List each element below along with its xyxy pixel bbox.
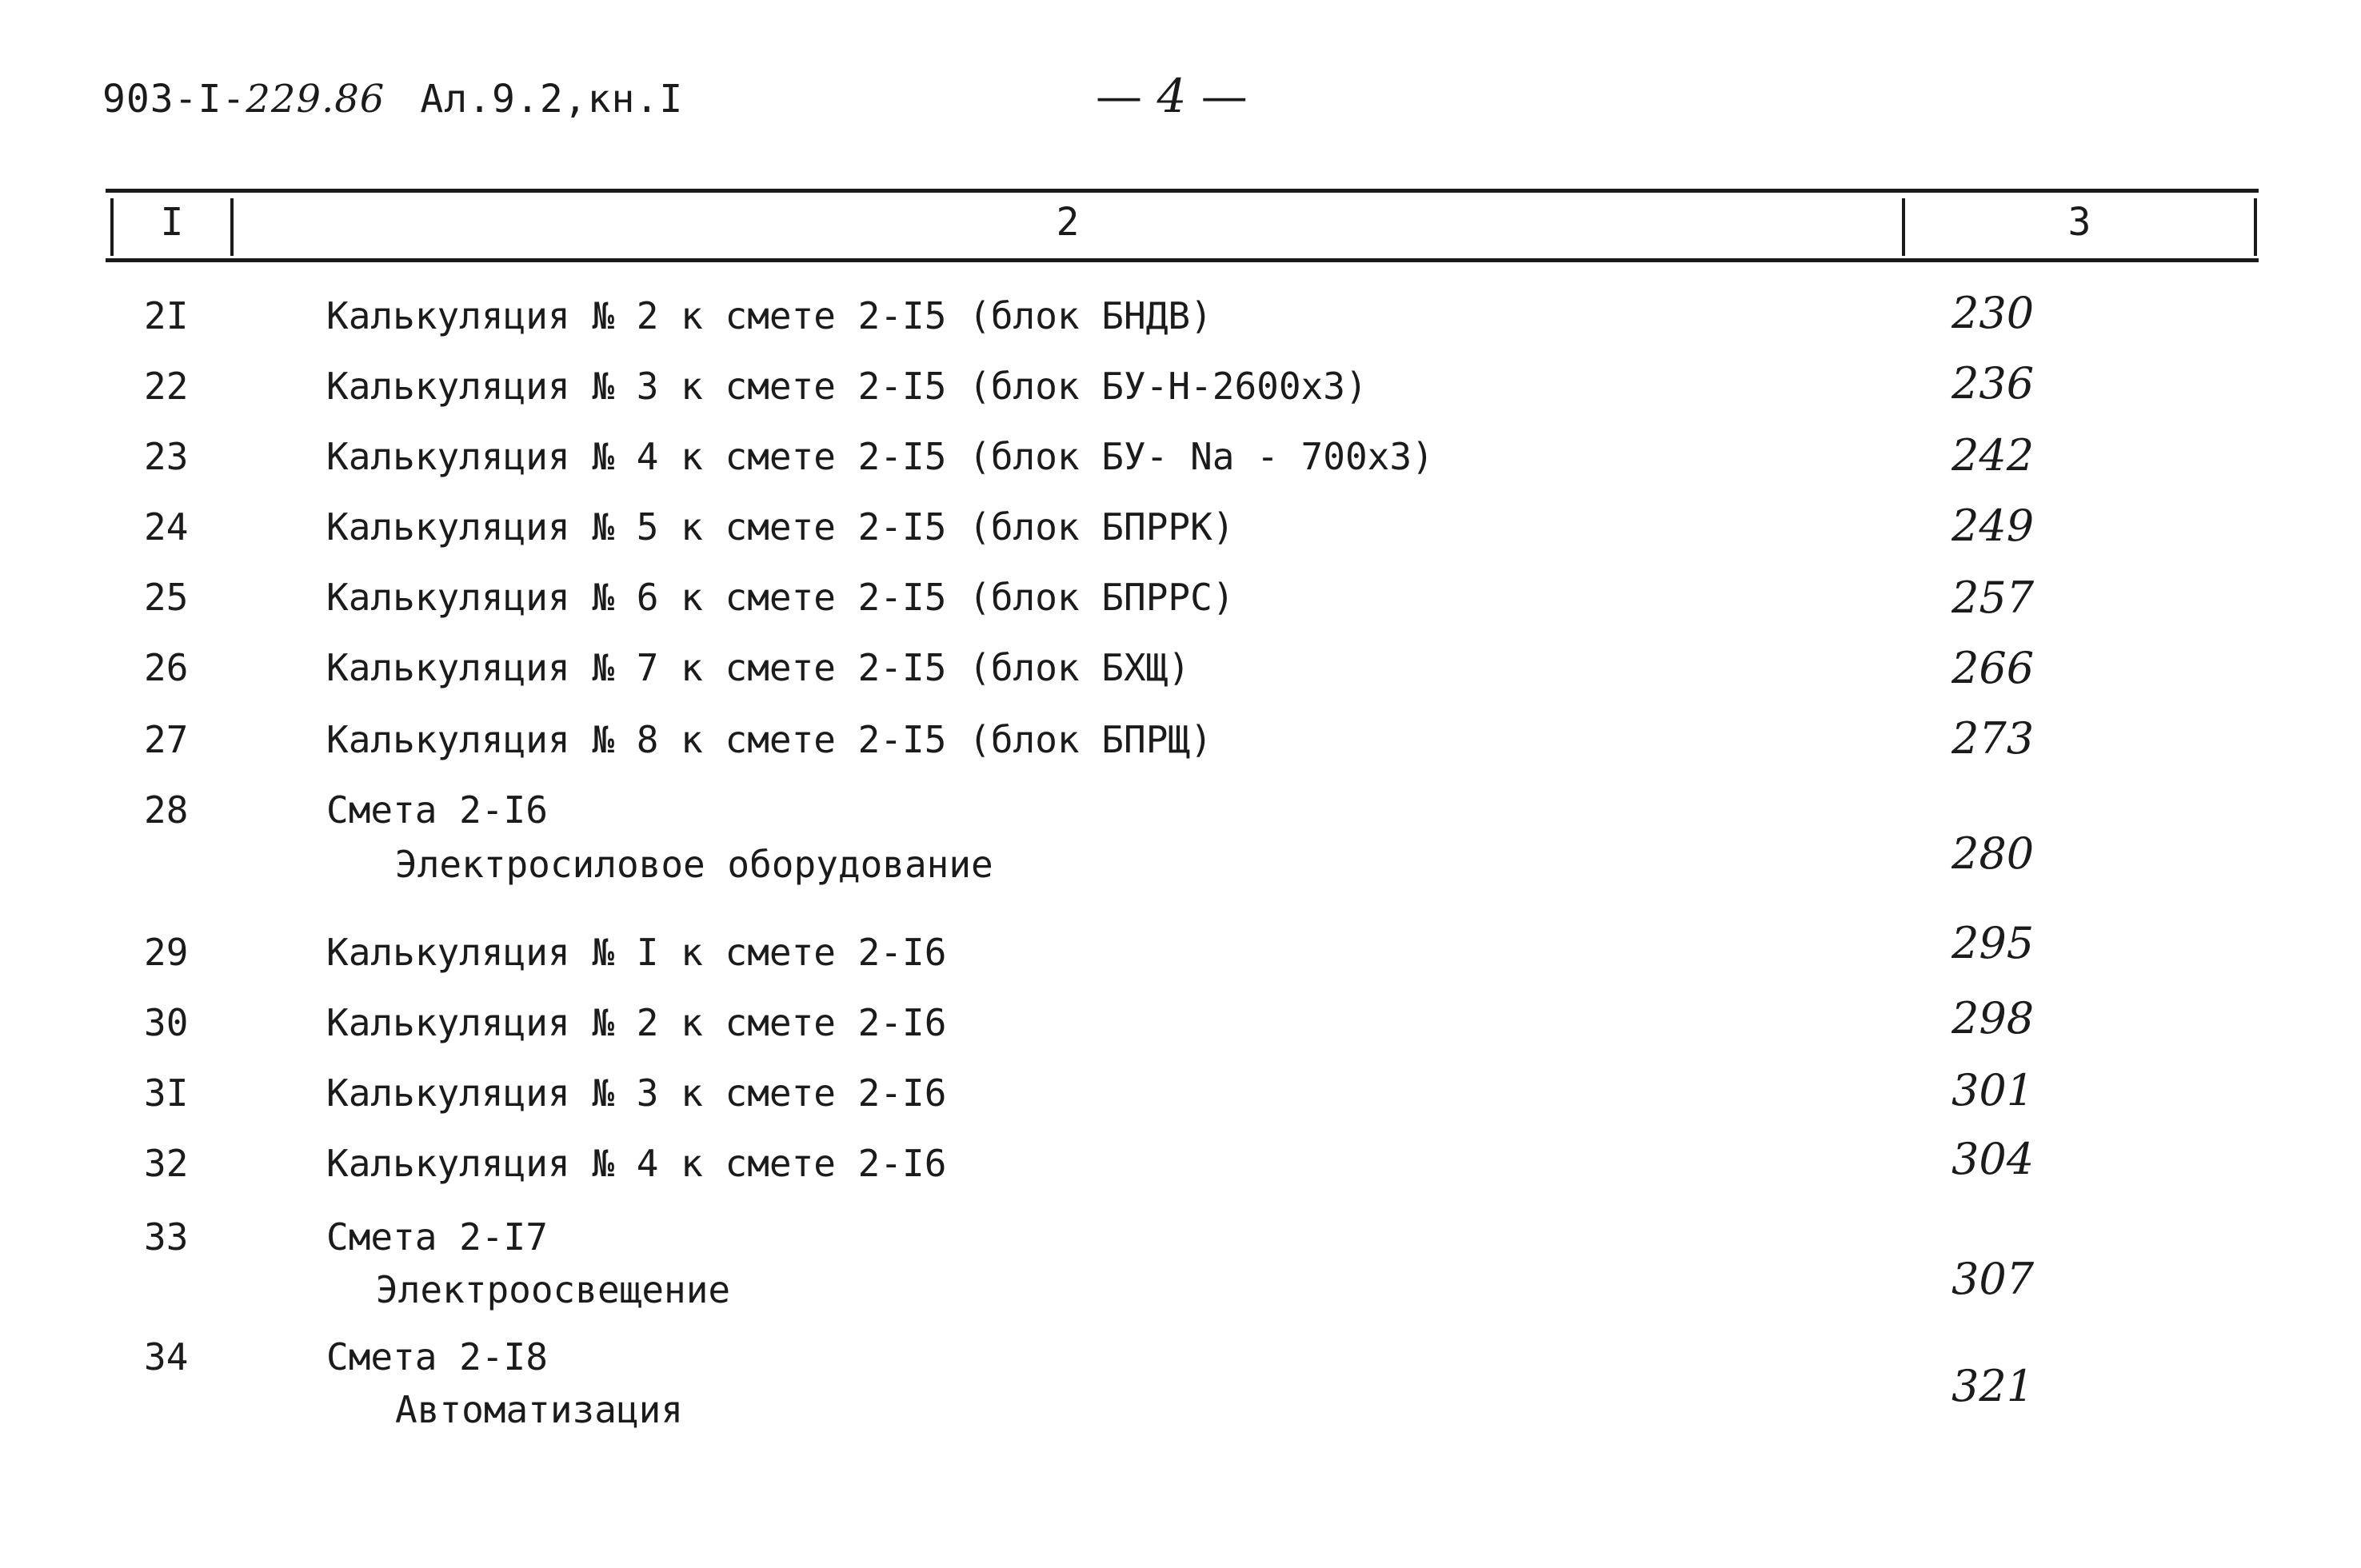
row-page: 249 bbox=[1952, 501, 2035, 551]
table-border-right bbox=[2254, 198, 2257, 256]
row-number: 33 bbox=[144, 1215, 189, 1259]
row-title: Калькуляция № 8 к смете 2-I5 (блок БПРЩ) bbox=[326, 718, 1212, 761]
row-number: 3I bbox=[144, 1071, 189, 1115]
page-number-dash-left: — bbox=[1096, 69, 1157, 123]
row-number: 30 bbox=[144, 1001, 189, 1044]
row-title: Смета 2-I7 bbox=[326, 1215, 548, 1259]
page-number bbox=[1096, 69, 1248, 123]
row-title: Калькуляция № 7 к смете 2-I5 (блок БХЩ) bbox=[326, 646, 1191, 689]
row-number: 24 bbox=[144, 505, 189, 549]
row-page: 295 bbox=[1952, 918, 2035, 968]
row-page: 273 bbox=[1952, 713, 2035, 764]
row-page: 304 bbox=[1952, 1134, 2035, 1184]
page-number-dash-right: — bbox=[1186, 69, 1248, 123]
row-title: Калькуляция № I к смете 2-I6 bbox=[326, 931, 947, 974]
album-reference: Ал.9.2,кн.I bbox=[420, 77, 684, 122]
row-number: 29 bbox=[144, 931, 189, 974]
row-title: Калькуляция № 2 к смете 2-I6 bbox=[326, 1001, 947, 1044]
row-title: Смета 2-I8 bbox=[326, 1335, 548, 1378]
row-number: 25 bbox=[144, 576, 189, 619]
row-page: 321 bbox=[1952, 1361, 2035, 1411]
row-title: Калькуляция № 6 к смете 2-I5 (блок БПРРС) bbox=[326, 576, 1235, 619]
column-header-1: I bbox=[160, 200, 184, 245]
column-header-2: 2 bbox=[1056, 200, 1080, 245]
row-page: 230 bbox=[1952, 288, 2035, 338]
row-number: 26 bbox=[144, 646, 189, 689]
row-page: 236 bbox=[1952, 358, 2035, 409]
row-number: 2I bbox=[144, 294, 189, 337]
row-subtitle: Электросиловое оборудование bbox=[395, 843, 993, 886]
row-subtitle: Автоматизация bbox=[395, 1388, 684, 1431]
row-subtitle: Электроосвещение bbox=[376, 1268, 731, 1311]
row-title: Смета 2-I6 bbox=[326, 788, 548, 832]
page-number-value: 4 bbox=[1157, 69, 1187, 123]
row-number: 32 bbox=[144, 1142, 189, 1185]
row-page: 307 bbox=[1952, 1254, 2035, 1304]
document-code bbox=[102, 77, 683, 122]
row-number: 23 bbox=[144, 435, 189, 478]
row-page: 298 bbox=[1952, 993, 2035, 1043]
row-number: 27 bbox=[144, 718, 189, 761]
row-page: 266 bbox=[1952, 643, 2035, 693]
row-title: Калькуляция № 5 к смете 2-I5 (блок БПРРК) bbox=[326, 505, 1235, 549]
row-number: 22 bbox=[144, 365, 189, 408]
row-title: Калькуляция № 3 к смете 2-I6 bbox=[326, 1071, 947, 1115]
row-page: 257 bbox=[1952, 573, 2035, 623]
row-page: 242 bbox=[1952, 430, 2035, 481]
row-title: Калькуляция № 4 к смете 2-I5 (блок БУ- Na - 700х3) bbox=[326, 435, 1434, 478]
row-title: Калькуляция № 4 к смете 2-I6 bbox=[326, 1142, 947, 1185]
document-code-handwritten: 229.86 bbox=[246, 77, 386, 122]
row-title: Калькуляция № 2 к смете 2-I5 (блок БНДВ) bbox=[326, 294, 1212, 337]
row-title: Калькуляция № 3 к смете 2-I5 (блок БУ-Н-2600х3) bbox=[326, 365, 1368, 408]
document-code-printed: 903-I- bbox=[102, 77, 246, 122]
column-header-3: 3 bbox=[2067, 200, 2091, 245]
row-page: 301 bbox=[1952, 1065, 2035, 1115]
row-page: 280 bbox=[1952, 828, 2035, 879]
row-number: 34 bbox=[144, 1335, 189, 1378]
row-number: 28 bbox=[144, 788, 189, 832]
